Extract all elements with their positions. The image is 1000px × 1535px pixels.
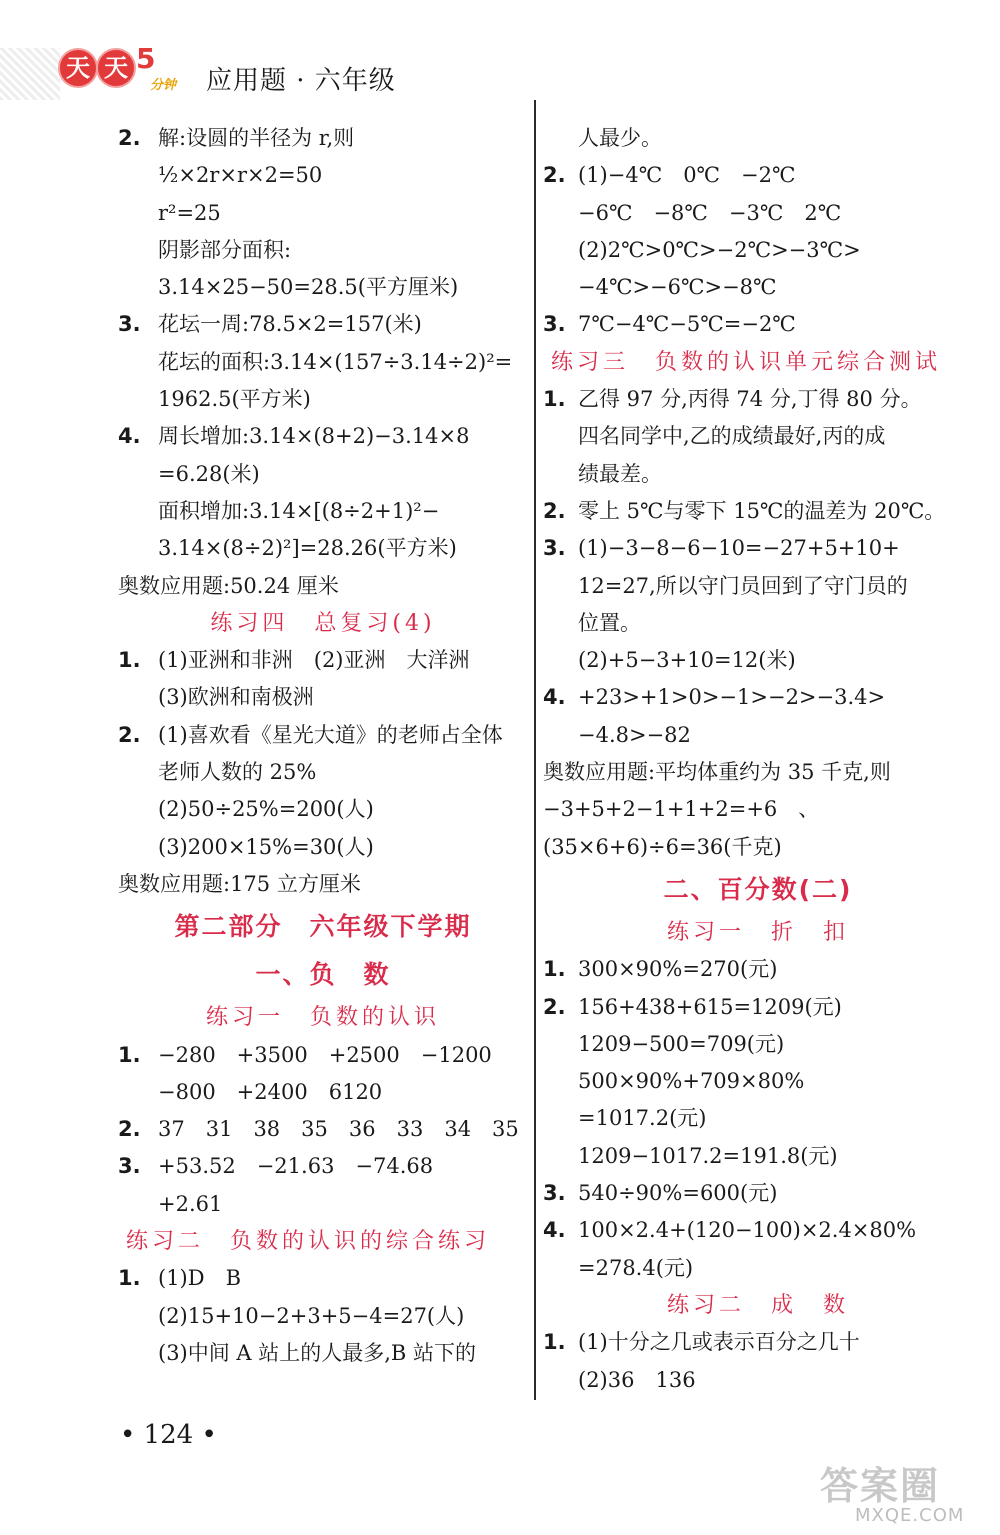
answer-text: −800 +2400 6120: [158, 1079, 383, 1104]
answer-line: [118, 493, 528, 530]
answer-text: 奥数应用题:50.24 厘米: [118, 573, 339, 598]
answer-line: [543, 1138, 973, 1175]
answer-text: 500×90%+709×80%: [578, 1069, 805, 1094]
question-number: 2.: [118, 1117, 141, 1142]
answer-text: 解:设圆的半径为 r,则: [158, 126, 355, 150]
answer-text: 奥数应用题:175 立方厘米: [118, 871, 361, 896]
answer-text: (35×6+6)÷6=36(千克): [543, 834, 782, 859]
answer-text: 1962.5(平方米): [158, 387, 311, 412]
watermark-logo-text: 答案圈: [820, 1464, 941, 1508]
column-divider: [534, 100, 536, 1400]
section-heading: 一、负 数: [255, 960, 391, 990]
answer-text: (2)15+10−2+3+5−4=27(人): [158, 1303, 465, 1328]
answer-text: (1)−3−8−6−10=−27+5+10+: [578, 536, 900, 561]
watermark: [800, 1455, 990, 1530]
answer-line: [543, 530, 973, 567]
answer-line: [543, 418, 973, 455]
answer-line: [543, 791, 973, 828]
answer-text: 156+438+615=1209(元): [578, 994, 842, 1019]
answer-line: [543, 493, 973, 530]
answer-text: 花坛一周:78.5×2=157(米): [158, 312, 422, 337]
exercise-heading: 练习二 成 数: [666, 1292, 849, 1318]
answer-text: (1)亚洲和非洲 (2)亚洲 大洋洲: [158, 648, 470, 673]
answer-text: 绩最差。: [578, 461, 662, 486]
answer-text: 位置。: [578, 610, 641, 635]
answer-text: 37 31 38 35 36 33 34 35: [158, 1117, 519, 1142]
page-number: • 124 •: [120, 1420, 217, 1450]
answer-text: −6℃ −8℃ −3℃ 2℃: [578, 200, 842, 225]
logo-fenzhong: 分钟: [150, 78, 177, 93]
answer-line: [118, 232, 528, 269]
answer-line: [118, 1335, 528, 1372]
section-heading: 二、百分数(二): [663, 874, 853, 904]
answer-line: [118, 344, 528, 381]
answer-line: [118, 1298, 528, 1335]
answer-line: [118, 717, 528, 754]
answer-line: [543, 1175, 973, 1212]
answer-text: −280 +3500 +2500 −1200: [158, 1042, 492, 1067]
answer-line: [543, 951, 973, 988]
answer-text: r²=25: [158, 200, 221, 225]
answer-text: 奥数应用题:平均体重约为 35 千克,则: [543, 760, 891, 785]
answer-text: 老师人数的 25%: [158, 760, 317, 785]
answer-line: [543, 1026, 973, 1063]
page-header: [0, 42, 420, 118]
answer-line: [118, 568, 528, 605]
answer-text: (3)中间 A 站上的人最多,B 站下的: [158, 1340, 477, 1365]
header-title: 应用题 · 六年级: [206, 66, 396, 96]
answer-text: 12=27,所以守门员回到了守门员的: [578, 573, 908, 598]
answer-text: 人最少。: [578, 126, 662, 150]
question-number: 4.: [118, 424, 141, 449]
question-number: 1.: [543, 1330, 566, 1355]
answer-text: =278.4(元): [578, 1255, 694, 1280]
answer-text: −4.8>−82: [578, 722, 691, 747]
answer-text: 3.14×(8÷2)²]=28.26(平方米): [158, 536, 457, 561]
logo-five: 5: [136, 42, 156, 75]
answer-line: [543, 1063, 973, 1100]
answer-line: [543, 717, 973, 754]
watermark-url: MXQE.COM: [855, 1505, 965, 1526]
answer-text: +53.52 −21.63 −74.68: [158, 1154, 434, 1179]
answer-text: (1)−4℃ 0℃ −2℃: [578, 163, 796, 188]
question-number: 1.: [543, 957, 566, 982]
answer-line: [543, 1212, 973, 1249]
answer-line: [543, 1250, 973, 1287]
answer-text: 乙得 97 分,丙得 74 分,丁得 80 分。: [578, 387, 922, 412]
left-column: [118, 120, 528, 1372]
answer-line: [118, 120, 528, 157]
answer-text: 零上 5℃与零下 15℃的温差为 20℃。: [578, 498, 946, 523]
answer-line: [543, 829, 973, 866]
question-number: 2.: [543, 994, 566, 1019]
answer-line: [118, 1037, 528, 1074]
question-number: 4.: [543, 685, 566, 710]
answer-line: [543, 120, 973, 157]
answer-text: −3+5+2−1+1+2=+6 、: [543, 797, 820, 822]
answer-line: [118, 418, 528, 455]
answer-text: 300×90%=270(元): [578, 957, 778, 982]
answer-line: [543, 679, 973, 716]
answer-line: [543, 195, 973, 232]
question-number: 2.: [543, 498, 566, 523]
answer-text: 阴影部分面积:: [158, 237, 292, 262]
right-column: [543, 120, 973, 1399]
answer-text: 3.14×25−50=28.5(平方厘米): [158, 275, 459, 300]
answer-line: [543, 1362, 973, 1399]
answer-line: [543, 989, 973, 1026]
answer-text: +23>+1>0>−1>−2>−3.4>: [578, 685, 886, 710]
answer-text: +2.61: [158, 1191, 223, 1216]
exercise-heading: 练习三 负数的认识单元综合测试: [551, 349, 942, 375]
answer-line: [118, 269, 528, 306]
answer-line: [118, 1260, 528, 1297]
answer-text: 花坛的面积:3.14×(157÷3.14÷2)²=: [158, 349, 513, 374]
answer-text: 100×2.4+(120−100)×2.4×80%: [578, 1218, 917, 1243]
answer-line: [118, 679, 528, 716]
answer-line: [118, 1186, 528, 1223]
logo-tian-2: 天: [96, 48, 136, 88]
answer-line: [118, 791, 528, 828]
exercise-heading: 练习一 折 扣: [666, 919, 849, 945]
answer-text: 1209−1017.2=191.8(元): [578, 1143, 838, 1168]
answer-text: =1017.2(元): [578, 1106, 707, 1131]
answer-text: 7℃−4℃−5℃=−2℃: [578, 312, 796, 337]
answer-line: [118, 754, 528, 791]
answer-line: [118, 530, 528, 567]
answer-line: [118, 866, 528, 903]
answer-line: [543, 1100, 973, 1137]
answer-text: (1)十分之几或表示百分之几十: [578, 1330, 860, 1355]
answer-line: [118, 1111, 528, 1148]
exercise-heading: 练习一 负数的认识: [205, 1005, 440, 1031]
answer-text: (2)36 136: [578, 1367, 696, 1392]
answer-line: [118, 381, 528, 418]
answer-text: 1209−500=709(元): [578, 1031, 785, 1056]
answer-line: [543, 568, 973, 605]
question-number: 3.: [118, 1154, 141, 1179]
answer-text: (1)喜欢看《星光大道》的老师占全体: [158, 722, 503, 747]
answer-text: ½×2r×r×2=50: [158, 163, 323, 188]
question-number: 2.: [543, 163, 566, 188]
answer-line: [543, 642, 973, 679]
answer-text: (2)+5−3+10=12(米): [578, 648, 796, 673]
answer-line: [118, 642, 528, 679]
answer-line: [118, 456, 528, 493]
answer-line: [118, 195, 528, 232]
question-number: 3.: [543, 1181, 566, 1206]
answer-text: 四名同学中,乙的成绩最好,丙的成: [578, 424, 886, 449]
question-number: 3.: [543, 536, 566, 561]
answer-line: [543, 381, 973, 418]
answer-line: [118, 157, 528, 194]
question-number: 2.: [118, 722, 141, 747]
answer-line: [118, 1074, 528, 1111]
answer-text: (2)50÷25%=200(人): [158, 797, 374, 822]
answer-line: [543, 232, 973, 269]
question-number: 4.: [543, 1218, 566, 1243]
question-number: 1.: [118, 1266, 141, 1291]
question-number: 1.: [118, 1042, 141, 1067]
logo-pattern: [0, 48, 60, 100]
answer-text: (2)2℃>0℃>−2℃>−3℃>: [578, 237, 861, 262]
answer-line: [118, 1148, 528, 1185]
logo-tian-1: 天: [58, 48, 98, 88]
answer-line: [543, 754, 973, 791]
answer-line: [543, 1324, 973, 1361]
answer-line: [118, 306, 528, 343]
answer-text: =6.28(米): [158, 461, 260, 486]
answer-text: (3)欧洲和南极洲: [158, 685, 314, 710]
answer-text: −4℃>−6℃>−8℃: [578, 275, 777, 300]
answer-line: [543, 157, 973, 194]
answer-text: (3)200×15%=30(人): [158, 834, 374, 859]
question-number: 3.: [543, 312, 566, 337]
answer-text: 周长增加:3.14×(8+2)−3.14×8: [158, 424, 470, 449]
answer-line: [118, 829, 528, 866]
answer-text: (1)D B: [158, 1266, 242, 1291]
answer-text: 面积增加:3.14×[(8÷2+1)²−: [158, 498, 440, 523]
exercise-heading: 练习二 负数的认识的综合练习: [126, 1229, 491, 1255]
answer-line: [543, 306, 973, 343]
question-number: 3.: [118, 312, 141, 337]
section-heading: 第二部分 六年级下学期: [174, 912, 472, 942]
question-number: 2.: [118, 126, 141, 150]
answer-line: [543, 456, 973, 493]
answer-line: [543, 605, 973, 642]
question-number: 1.: [118, 648, 141, 673]
question-number: 1.: [543, 387, 566, 412]
answer-line: [543, 269, 973, 306]
exercise-heading: 练习四 总复习(4): [210, 610, 436, 636]
answer-text: 540÷90%=600(元): [578, 1181, 778, 1206]
